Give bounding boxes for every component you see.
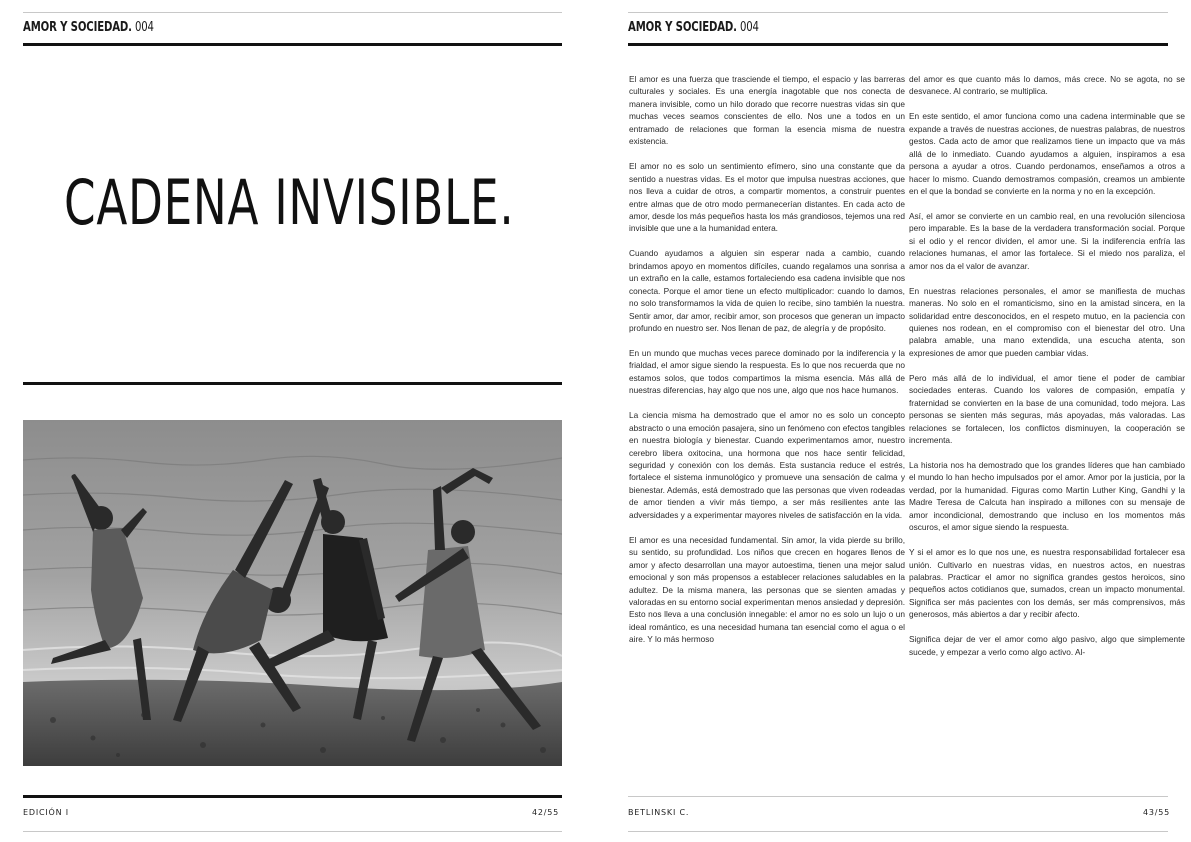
paragraph: La historia nos ha demostrado que los grandes líderes que han cambiado el mundo lo han hecho impulsados por el amor. Amor por la justicia, por la verdad, por la humanidad. Figuras como Martin Luther King, Gandhi y la Madre Teresa de Calcuta han inspirado a millones con su mensaje de amor incondicional, demostrando que incluso en los momentos más oscuros, el amor sigue siendo la respuesta.	[909, 459, 1185, 533]
running-head-title: AMOR Y SOCIEDAD.	[628, 20, 737, 35]
top-thin-rule	[628, 12, 1168, 13]
article-column-2	[909, 73, 1185, 773]
paragraph: Y si el amor es lo que nos une, es nuestra responsabilidad fortalecer esa unión. Cultivarlo en nuestras vidas, en nuestros actos, en nuestras palabras. Practicar el amor no significa grandes gestos heroicos, sino pequeños actos cotidianos que, sumados, crean un impacto monumental. Significa ser más pacientes con los demás, ser más comprensivos, más generosos, más abiertos a dar y recibir afecto.	[909, 547, 1185, 620]
bottom-thin-rule	[628, 831, 1168, 832]
paragraph: En un mundo que muchas veces parece dominado por la indiferencia y la frialdad, el amor sigue siendo la respuesta. Es lo que nos recuerda que no estamos solos, que todos compartimos la misma esencia. Más allá de nuestras diferencias, hay algo que nos une, algo que nos hace humanos.	[629, 347, 905, 396]
running-head-title: AMOR Y SOCIEDAD.	[23, 20, 132, 35]
bottom-thin-rule	[23, 831, 562, 832]
paragraph: El amor es una necesidad fundamental. Sin amor, la vida pierde su brillo, su sentido, su profundidad. Los niños que crecen en hogares llenos de amor y afecto desarrollan una mayor autoestima, tienen una mejor salud emocional y son más propensos a establecer relaciones saludables en la adultez. De la misma manera, las personas que se sienten amadas y valoradas en su entorno social experimentan menos ansiedad y depresión. Esto nos lleva a una conclusión innegable: el amor no es solo un lujo o un ideal romántico, es una necesidad humana tan esencial como el agua o el aire. Y lo más hermoso	[629, 534, 905, 645]
dancers-photo	[23, 420, 562, 766]
paragraph: del amor es que cuanto más lo damos, más crece. No se agota, no se desvanece. Al contrario, se multiplica.	[909, 74, 1185, 97]
running-head-number: 004	[134, 20, 154, 35]
footer-edition: EDICIÓN I	[23, 808, 69, 817]
header-thick-rule	[628, 43, 1168, 46]
paragraph: Pero más allá de lo individual, el amor tiene el poder de cambiar sociedades enteras. Cuando los valores de compasión, empatía y fraternidad se convierten en la base de una comunidad, todo mejora. Las personas se sienten más seguras, más apoyadas, más valoradas. Las relaciones se fortalecen, los conflictos disminuyen, la cooperación se incrementa.	[909, 372, 1185, 446]
right-page	[596, 0, 1191, 842]
footer-thick-rule	[23, 795, 562, 798]
paragraph: Cuando ayudamos a alguien sin esperar nada a cambio, cuando brindamos apoyo en momentos difíciles, cuando regalamos una sonrisa a un extraño en la calle, estamos fortaleciendo esa cadena invisible que nos conecta. Porque el amor tiene un efecto multiplicador: cuando lo damos, no solo transformamos la vida de quien lo recibe, sino también la nuestra. Sentir amor, dar amor, recibir amor, son procesos que generan un impacto profundo en nuestro ser. Nos llenan de paz, de alegría y de propósito.	[629, 248, 905, 334]
header-thick-rule	[23, 43, 562, 46]
left-page	[0, 0, 595, 842]
paragraph: En nuestras relaciones personales, el amor se manifiesta de muchas maneras. No solo en el romanticismo, sino en la amistad sincera, en la solidaridad entre desconocidos, en el respeto mutuo, en la paciencia con quienes nos rodean, en el compromiso con el bienestar del otro. Una palabra amable, una mano extendida, una escucha atenta, son expresiones de amor que pueden cambiar vidas.	[909, 285, 1185, 358]
footer-thin-rule	[628, 796, 1168, 797]
paragraph: Significa dejar de ver el amor como algo pasivo, algo que simplemente sucede, y empezar a verlo como algo activo. Al-	[909, 634, 1185, 657]
title-bottom-rule	[23, 382, 562, 385]
page-number-right: 43/55	[1143, 808, 1171, 817]
page-number-left: 42/55	[532, 808, 560, 817]
running-head	[23, 20, 154, 35]
running-head-number: 004	[739, 20, 759, 35]
paragraph: El amor no es solo un sentimiento efímero, sino una constante que da sentido a nuestras vidas. Es el motor que impulsa nuestras acciones, que nos lleva a cuidar de otros, a compartir momentos, a construir puentes entre almas que de otro modo permanecerían distantes. En cada acto de amor, desde los más pequeños hasta los más grandiosos, tejemos una red invisible que une a la humanidad entera.	[629, 161, 905, 234]
running-head	[628, 20, 759, 35]
paragraph: En este sentido, el amor funciona como una cadena interminable que se expande a través de nuestras acciones, de nuestras palabras, de nuestros gestos. Cada acto de amor que realizamos tiene un impacto que va más allá de lo inmediato. Cuando ayudamos a alguien, inspiramos a esa persona a ayudar a otros. Cuando perdonamos, enseñamos a otros a hacer lo mismo. Cuando demostramos compasión, creamos un ambiente en el que la bondad se convierte en la norma y no en la excepción.	[909, 111, 1185, 197]
paragraph: El amor es una fuerza que trasciende el tiempo, el espacio y las barreras culturales y sociales. Es una energía inagotable que nos conecta de manera invisible, como un hilo dorado que recorre nuestras vidas sin que muchas veces seamos conscientes de ello. Nos une a todos en un entramado de relaciones que forman la esencia misma de nuestra existencia.	[629, 74, 905, 147]
article-column-1	[629, 73, 905, 773]
paragraph: La ciencia misma ha demostrado que el amor no es solo un concepto abstracto o una emoción pasajera, sino un fenómeno con efectos tangibles en nuestra biología y bienestar. Cuando experimentamos amor, nuestro cerebro libera oxitocina, una hormona que nos hace sentir felicidad, seguridad y conexión con los demás. Esta sustancia reduce el estrés, fortalece el sistema inmunológico y promueve una sensación de calma y bienestar. Además, está demostrado que las personas que viven rodeadas de amor tienden a vivir más tiempo, a ser más resilientes ante las adversidades y a experimentar mayores niveles de satisfacción en la vida.	[629, 410, 905, 520]
footer-author: BETLINSKI C.	[628, 808, 690, 817]
paragraph: Así, el amor se convierte en un cambio real, en una revolución silenciosa pero imparable. Es la base de la verdadera transformación social. Porque si el odio y el rencor dividen, el amor une. Si la indiferencia enfría las relaciones humanas, el amor las fortalece. Si el miedo nos paraliza, el amor nos da el valor de avanzar.	[909, 210, 1185, 271]
article-title: CADENA INVISIBLE.	[64, 166, 515, 239]
top-thin-rule	[23, 12, 562, 13]
